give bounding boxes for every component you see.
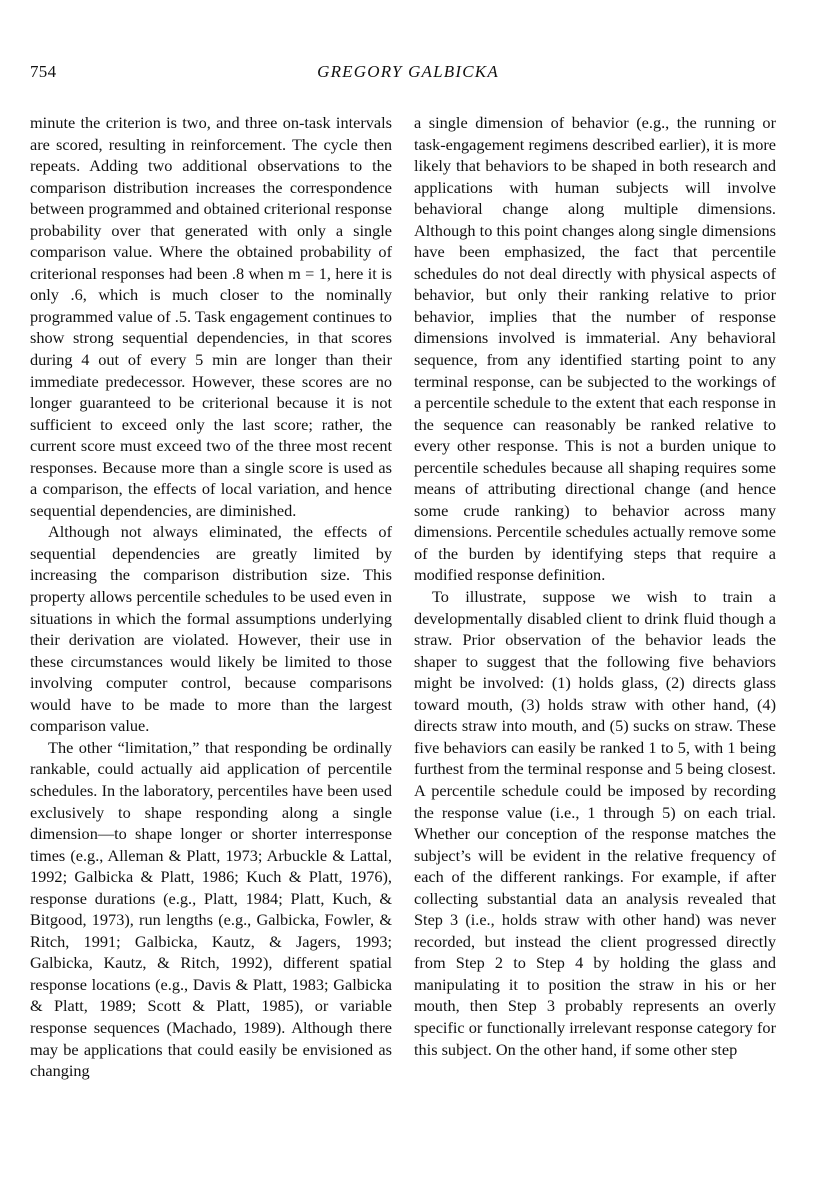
page-number: 754 [30, 62, 57, 81]
running-head: GREGORY GALBICKA [317, 62, 499, 81]
paragraph: minute the criterion is two, and three on-task intervals are scored, resulting in reinforcement. The cycle then repeats. Adding two additional observations to the comparison distribution increases the correspondence between programmed and obtained criterional response probability over that generated with only a single comparison value. Where the obtained probability of criterional responses had been .8 when m = 1, here it is only .6, which is much closer to the nominally programmed value of .5. Task engagement continues to show strong sequential dependencies, in that scores during 4 out of every 5 min are longer than their immediate predecessor. However, these scores are no longer guaranteed to be criterional because it is not sufficient to exceed only the last score; rather, the current score must exceed two of the three most recent responses. Because more than a single score is used as a comparison, the effects of local variation, and hence sequential dependencies, are diminished. [30, 113, 392, 520]
right-column [414, 112, 776, 1060]
paragraph: a single dimension of behavior (e.g., the running or task-engagement regimens described earlier), it is more likely that behaviors to be shaped in both research and applications with human subjects will involve behavioral change along multiple dimensions. Although to this point changes along single dimensions have been emphasized, the fact that percentile schedules do not deal directly with physical aspects of behavior, but only their ranking relative to prior behavior, implies that the number of response dimensions involved is immaterial. Any behavioral sequence, from any identified starting point to any terminal response, can be subjected to the workings of a percentile schedule to the extent that each response in the sequence can reasonably be ranked relative to every other response. This is not a burden unique to percentile schedules because all shaping requires some means of attributing directional change (and hence some crude ranking) to behavior across many dimensions. Percentile schedules actually remove some of the burden by identifying steps that require a modified response definition. [414, 113, 776, 585]
left-column [30, 112, 392, 1082]
paragraph: To illustrate, suppose we wish to train a developmentally disabled client to drink fluid though a straw. Prior observation of the behavior leads the shaper to suggest that the following five behaviors might be involved: (1) holds glass, (2) directs glass toward mouth, (3) holds straw with other hand, (4) directs straw into mouth, and (5) sucks on straw. These five behaviors can easily be ranked 1 to 5, with 1 being furthest from the terminal response and 5 being closest. A percentile schedule could be imposed by recording the response value (i.e., 1 through 5) on each trial. Whether our conception of the response matches the subject’s will be evident in the relative frequency of each of the different rankings. For example, if after collecting substantial data an analysis revealed that Step 3 (i.e., holds straw with other hand) was never recorded, but instead the client progressed directly from Step 2 to Step 4 by holding the glass and manipulating it to position the straw in his or her mouth, then Step 3 probably represents an overly specific or functionally irrelevant response category for this subject. On the other hand, if some other step [414, 587, 776, 1059]
paragraph: The other “limitation,” that responding be ordinally rankable, could actually aid application of percentile schedules. In the laboratory, percentiles have been used exclusively to shape responding along a single dimension—to shape longer or shorter interresponse times (e.g., Alleman & Platt, 1973; Arbuckle & Lattal, 1992; Galbicka & Platt, 1986; Kuch & Platt, 1976), response durations (e.g., Platt, 1984; Platt, Kuch, & Bitgood, 1973), run lengths (e.g., Galbicka, Fowler, & Ritch, 1991; Galbicka, Kautz, & Jagers, 1993; Galbicka, Kautz, & Ritch, 1992), different spatial response locations (e.g., Davis & Platt, 1983; Galbicka & Platt, 1989; Scott & Platt, 1985), or variable response sequences (Machado, 1989). Although there may be applications that could easily be envisioned as changing [30, 737, 392, 1081]
paragraph: Although not always eliminated, the effects of sequential dependencies are greatly limited by increasing the comparison distribution size. This property allows percentile schedules to be used even in situations in which the formal assumptions underlying their derivation are violated. However, their use in these circumstances would likely be limited to those involving computer control, because comparisons would have to be made to more than the largest comparison value. [30, 522, 392, 736]
